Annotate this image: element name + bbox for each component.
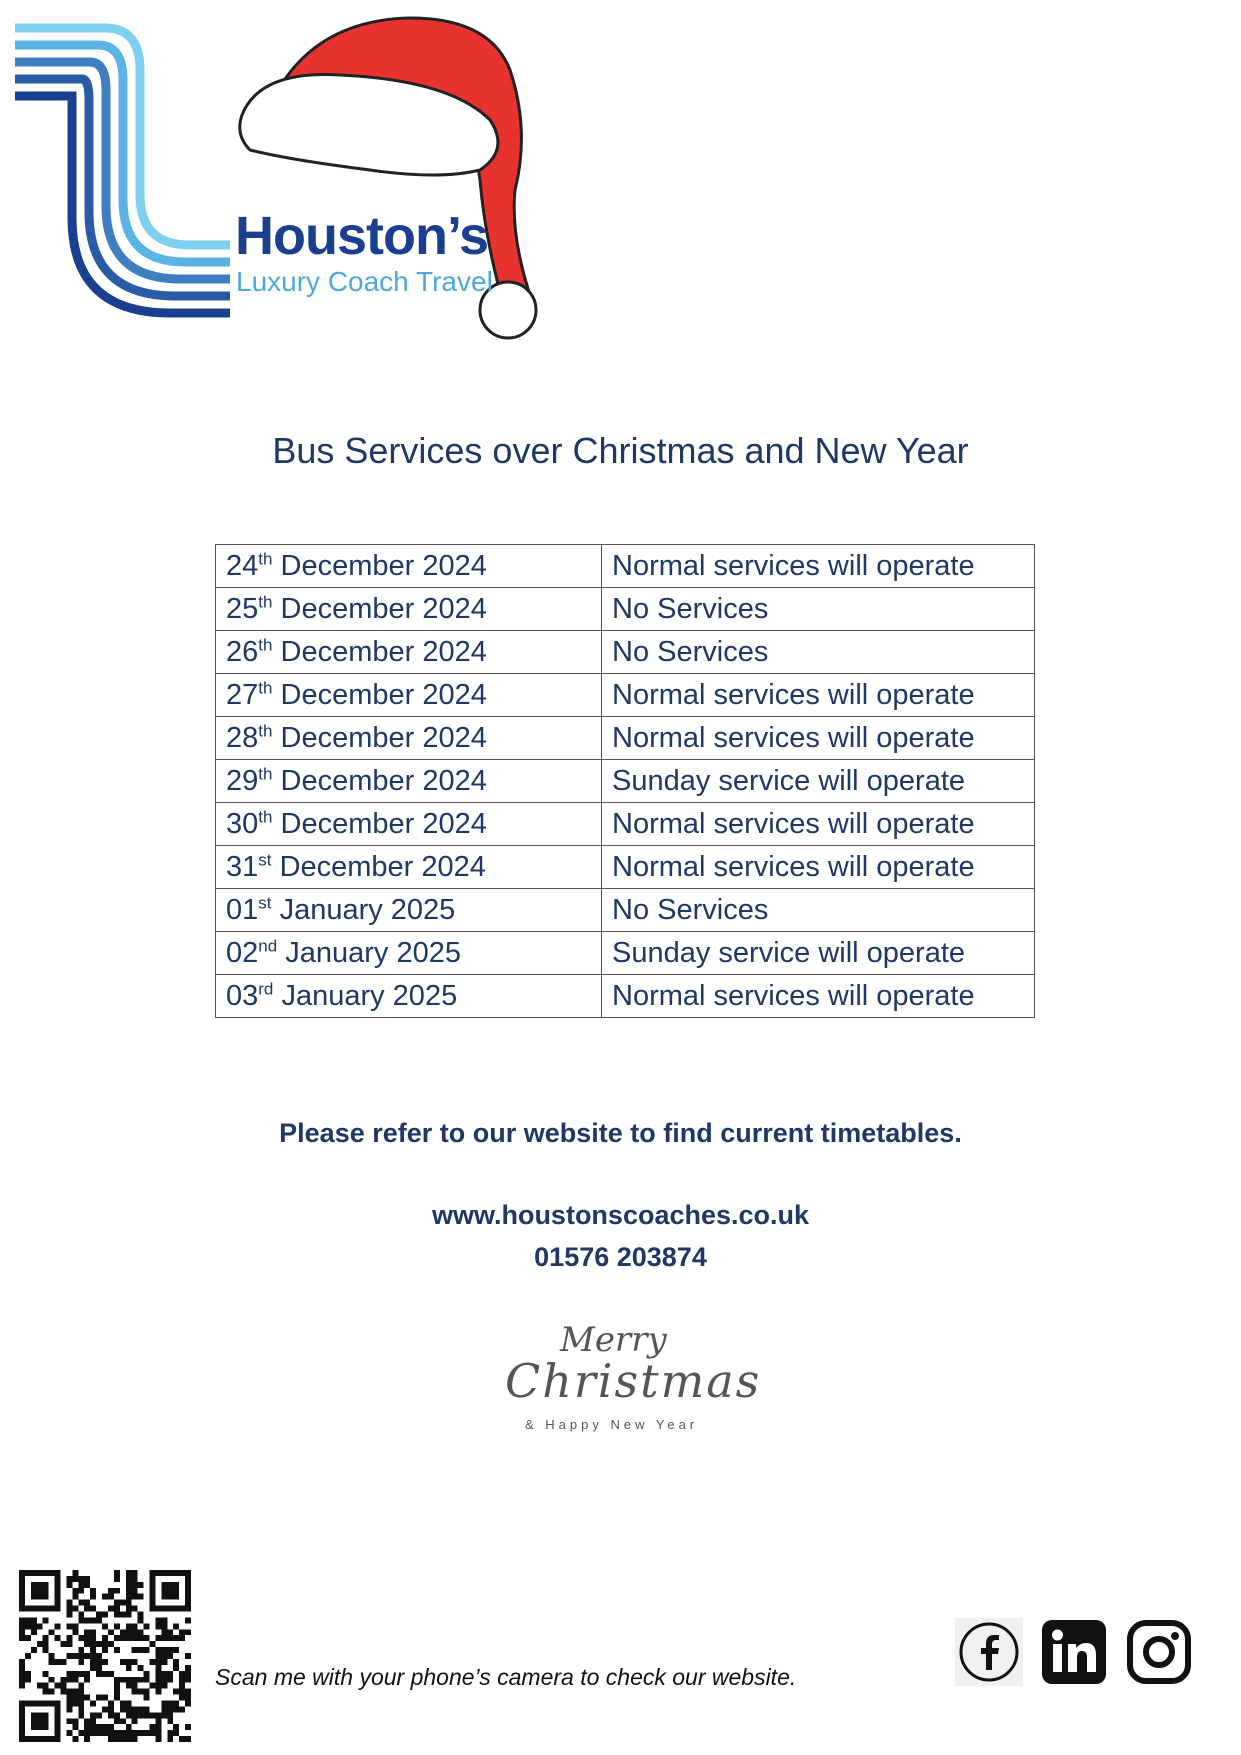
service-cell: Normal services will operate [602,846,1035,889]
table-row [216,760,1035,803]
date-month-year: January 2025 [281,979,458,1012]
instagram-icon[interactable] [1125,1618,1193,1686]
table-row [216,932,1035,975]
service-cell: Sunday service will operate [602,760,1035,803]
date-suffix: th [258,720,273,740]
service-cell: No Services [602,631,1035,674]
date-cell [216,674,602,717]
table-row [216,803,1035,846]
date-suffix: rd [258,978,274,998]
date-day: 28 [226,721,259,754]
greeting-line1: Merry [560,1320,667,1360]
date-cell [216,588,602,631]
date-cell [216,545,602,588]
date-suffix: th [258,548,273,568]
date-day: 25 [226,592,259,625]
date-cell [216,846,602,889]
qr-code[interactable] [18,1570,192,1742]
date-day: 02 [226,936,259,969]
greeting-line3: & Happy New Year [525,1417,699,1432]
service-cell: Normal services will operate [602,545,1035,588]
merry-christmas-graphic [490,1320,762,1440]
date-day: 01 [226,893,259,926]
phone-number: 01576 203874 [534,1242,707,1272]
date-month-year: December 2024 [280,635,487,668]
schedule-table [215,544,1035,1018]
social-links [955,1618,1195,1690]
website-link[interactable]: www.houstonscoaches.co.uk [431,1200,810,1230]
date-day: 24 [226,549,259,582]
date-cell [216,803,602,846]
service-cell: Sunday service will operate [602,932,1035,975]
table-row [216,846,1035,889]
date-cell [216,760,602,803]
logo-graphic [10,10,610,370]
refer-text: Please refer to our website to find current timetables. [279,1118,962,1148]
date-cell [216,631,602,674]
date-suffix: st [258,849,272,869]
date-day: 31 [226,850,259,883]
date-cell [216,717,602,760]
table-row [216,717,1035,760]
date-day: 03 [226,979,259,1012]
greeting-line2: Christmas [505,1354,762,1408]
service-cell: Normal services will operate [602,674,1035,717]
date-cell [216,932,602,975]
service-cell: Normal services will operate [602,717,1035,760]
date-month-year: January 2025 [279,893,456,926]
service-cell: No Services [602,588,1035,631]
qr-code-icon [18,1570,192,1742]
logo-tagline: Luxury Coach Travel [236,266,493,297]
date-month-year: December 2024 [280,549,487,582]
service-cell: No Services [602,889,1035,932]
date-month-year: December 2024 [280,721,487,754]
date-month-year: December 2024 [280,592,487,625]
date-cell [216,975,602,1018]
date-day: 26 [226,635,259,668]
service-cell: Normal services will operate [602,803,1035,846]
scan-instruction: Scan me with your phone’s camera to check our website. [215,1664,797,1690]
date-day: 27 [226,678,259,711]
date-month-year: January 2025 [285,936,461,969]
date-suffix: th [258,763,273,783]
facebook-icon[interactable] [955,1618,1023,1686]
houstons-logo [10,10,610,370]
table-row [216,631,1035,674]
table-row [216,545,1035,588]
date-suffix: th [258,806,273,826]
date-suffix: th [258,591,273,611]
page-title: Bus Services over Christmas and New Year [272,430,969,471]
date-month-year: December 2024 [280,764,487,797]
date-day: 29 [226,764,259,797]
date-cell [216,889,602,932]
table-row [216,674,1035,717]
table-row [216,889,1035,932]
date-month-year: December 2024 [280,807,487,840]
table-row [216,588,1035,631]
date-month-year: December 2024 [279,850,486,883]
linkedin-icon[interactable] [1040,1618,1108,1686]
date-month-year: December 2024 [280,678,487,711]
date-suffix: th [258,677,273,697]
table-row [216,975,1035,1018]
logo-brand: Houston’s [235,206,488,266]
date-suffix: th [258,634,273,654]
service-cell: Normal services will operate [602,975,1035,1018]
date-suffix: st [258,892,272,912]
date-day: 30 [226,807,259,840]
date-suffix: nd [258,935,278,955]
